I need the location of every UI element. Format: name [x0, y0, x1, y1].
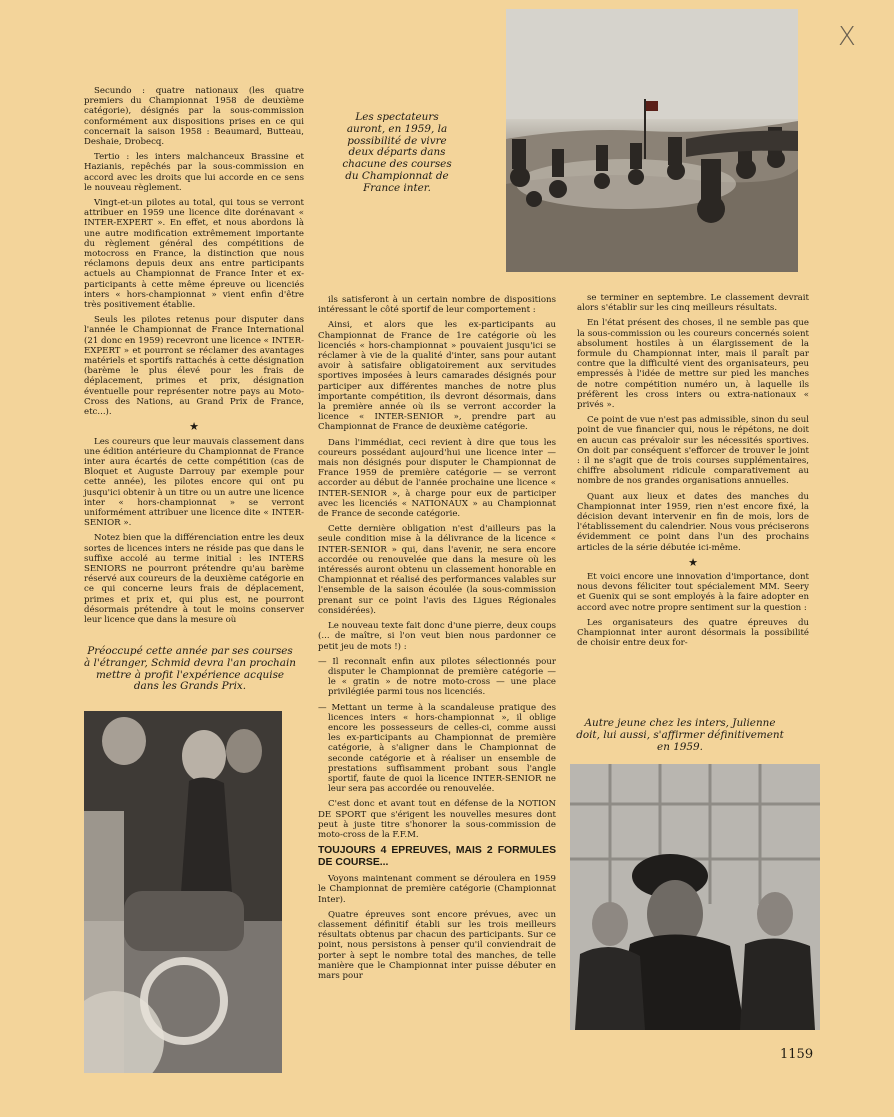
schmid-photo	[84, 711, 282, 1073]
schmid-caption: Préoccupé cette année par ses courses à l'étranger, Schmid devra l'an prochain mettre à profit l'expérience acquise dans les Grands Prix.	[84, 645, 296, 693]
dash-item: — Mettant un terme à la scandaleuse pratique des licences inters « hors-championnat », il oblige encore les possesseurs de celles-ci, comme aussi les ex-participants au Championnat de première catégorie, à s'aligner dans le Championnat de seconde catégorie et à réaliser un ensemble de prestations suffisamment probant sous l'angle sportif, faute de quoi la licence INTER-SENIOR ne leur sera pas accordée ou renouvelée.	[318, 702, 556, 795]
spectateurs-caption: Les spectateurs auront, en 1959, la possibilité de vivre deux départs dans chacune des courses du Championnat de France inter.	[342, 111, 452, 194]
paragraph: Vingt-et-un pilotes au total, qui tous se verront attribuer en 1959 une licence dite dorénavant « INTER-EXPERT ». En effet, et nous abordons là une autre modification extrêmement importante du règlement général des compétitions de motocross en France, la distinction que nous réclamons depuis deux ans entre participants actuels au Championnat de France Inter et ex-participants à cette même épreuve ou licenciés inters « hors-championnat » vient enfin d'être très positivement établie.	[84, 198, 304, 311]
paragraph: Le nouveau texte fait donc d'une pierre, deux coups (... de maître, si l'on veut bien nous pardonner ce petit jeu de mots !) :	[318, 621, 556, 652]
paragraph: En l'état présent des choses, il ne semble pas que la sous-commission ou les coureurs concernés soient absolument hostiles à un élargissement de la formule du Championnat inter, mais il paraît par contre que la difficulté vient des organisateurs, peu empressés à l'idée de mettre sur pied les manches de notre compétition numéro un, à laquelle ils préfèrent les cross inters ou extra-nationaux « privés ».	[577, 318, 809, 411]
paragraph: se terminer en septembre. Le classement devrait alors s'établir sur les cinq meilleurs résultats.	[577, 293, 809, 314]
page-number: 1159	[780, 1047, 814, 1062]
paragraph: Ainsi, et alors que les ex-participants au Championnat de France de 1re catégorie où les licenciés « hors-championnat » pouvaient jusqu'ici se réclamer à vie de la qualité d'inter, sans pour autant avoir à satisfaire obligatoirement aux servitudes sportives imposées à leurs camarades désignés pour participer aux différentes manches de notre plus importante compétition, ils devront désormais, dans la première année où ils se verront accorder la licence « INTER-SENIOR », prendre part au Championnat de France de deuxième catégorie.	[318, 320, 556, 433]
paragraph: Quant aux lieux et dates des manches du Championnat inter 1959, rien n'est encore fixé, la décision devant intervenir en fin de mois, lors de l'établissement du calendrier. Nous vous préciserons évidemment ce point dans l'un des prochains articles de la série débutée ici-même.	[577, 491, 809, 553]
star-separator: ★	[688, 555, 698, 569]
dash-item: — Il reconnaît enfin aux pilotes sélectionnés pour disputer le Championnat de première catégorie — le « gratin » de notre moto-cross — une place privilégiée parmi tous nos licenciés.	[318, 656, 556, 698]
julienne-caption: Autre jeune chez les inters, Julienne doit, lui aussi, s'affirmer définitivement en 1959.	[576, 717, 784, 753]
paragraph: ils satisferont à un certain nombre de dispositions intéressant le côté sportif de leur comportement :	[318, 295, 556, 316]
paragraph: Secundo : quatre nationaux (les quatre premiers du Championnat 1958 de deuxième catégorie), désignés par la sous-commission conformément aux dispositions prises en ce qui concernait la saison 1958 : Beaumard, Butteau, Deshaie, Drobecq.	[84, 86, 304, 148]
paragraph: Dans l'immédiat, ceci revient à dire que tous les coureurs possédant aujourd'hui une licence inter — mais non désignés pour disputer le Championnat de France 1959 de première catégorie — se verront accorder au début de l'année prochaine une licence « INTER-SENIOR », à charge pour eux de participer avec les licenciés « NATIONAUX » au Championnat de France de seconde catégorie.	[318, 437, 556, 520]
column-3	[577, 293, 809, 654]
paragraph: Cette dernière obligation n'est d'ailleurs pas la seule condition mise à la délivrance de la licence « INTER-SENIOR » qui, dans l'avenir, ne sera encore accordée ou renouvelée que dans la mesure où les intéressés auront obtenu un classement honorable en Championnat et réalisé des performances valables sur l'ensemble de la saison écoulée (la sous-commission prenant sur ce point l'avis des Ligues Régionales considérées).	[318, 524, 556, 616]
paragraph: Les organisateurs des quatre épreuves du Championnat inter auront désormais la possibilité de choisir entre deux for-	[577, 617, 809, 649]
star-separator: ★	[189, 420, 199, 434]
paragraph: Les coureurs que leur mauvais classement dans une édition antérieure du Championnat de France inter aura écartés de cette compétition (cas de Bloquet et Auguste Darrouy par exemple pour cette année), les pilotes encore qui ont pu jusqu'ici obtenir à un titre ou un autre une licence inter « hors-championnat » se verront uniformément attribuer une licence dite « INTER-SENIOR ».	[84, 436, 304, 529]
paragraph: Seuls les pilotes retenus pour disputer dans l'année le Championnat de France International (21 donc en 1959) recevront une licence « INTER-EXPERT » et pourront se réclamer des avantages matériels et sportifs rattachés à cette désignation (barème le plus élevé pour les frais de déplacement, primes et prix, désignation éventuelle pour représenter notre pays au Moto-Cross des Nations, au Grand Prix de France, etc...).	[84, 315, 304, 418]
paragraph: Voyons maintenant comment se déroulera en 1959 le Championnat de première catégorie (Championnat Inter).	[318, 874, 556, 905]
paragraph: C'est donc et avant tout en défense de la NOTION DE SPORT que s'érigent les nouvelles mesures dont peut à juste titre s'honorer la sous-commission de moto-cross de la F.F.M.	[318, 799, 556, 840]
paragraph: Quatre épreuves sont encore prévues, avec un classement définitif établi sur les trois meilleurs résultats obtenus par chacun des participants. Sur ce point, nous persistons à penser qu'il conviendrait de porter à sept le nombre total des manches, de telle manière que le Championnat inter puisse débuter en mars pour	[318, 909, 556, 981]
section-heading: TOUJOURS 4 EPREUVES, MAIS 2 FORMULES DE COURSE...	[318, 845, 556, 869]
paragraph: Et voici encore une innovation d'importance, dont nous devons féliciter tout spécialement MM. Seery et Guenix qui se sont employés à la faire adopter en accord avec notre propre sentiment sur la question :	[577, 572, 809, 613]
motocross-start-photo	[506, 9, 798, 272]
column-2	[318, 295, 556, 986]
column-1	[84, 86, 304, 630]
paragraph: Notez bien que la différenciation entre les deux sortes de licences inters ne réside pas que dans le suffixe accolé au terme initial : les INTERS SENIORS ne pourront prétendre qu'au barème réservé aux coureurs de la deuxième catégorie en ce qui concerne leurs frais de déplacement, primes et prix et, qui plus est, ne pourront désormais prétendre à tout le moins conserver leur licence que dans la mesure où	[84, 533, 304, 625]
paragraph: Ce point de vue n'est pas admissible, sinon du seul point de vue financier qui, nous le répétons, ne doit en aucun cas prévaloir sur les nécessités sportives. On doit par conséquent s'efforcer de trouver le joint : il ne s'agit que de trois courses supplémentaires, chiffre absolument ridicule comparativement au nombre de nos grandes organisations annuelles.	[577, 415, 809, 487]
corner-mark: X	[838, 22, 856, 52]
julienne-photo	[570, 764, 820, 1030]
paragraph: Tertio : les inters malchanceux Brassine et Hazianis, repêchés par la sous-commission en accord avec les droits que lui accorde en ce sens le nouveau règlement.	[84, 152, 304, 193]
